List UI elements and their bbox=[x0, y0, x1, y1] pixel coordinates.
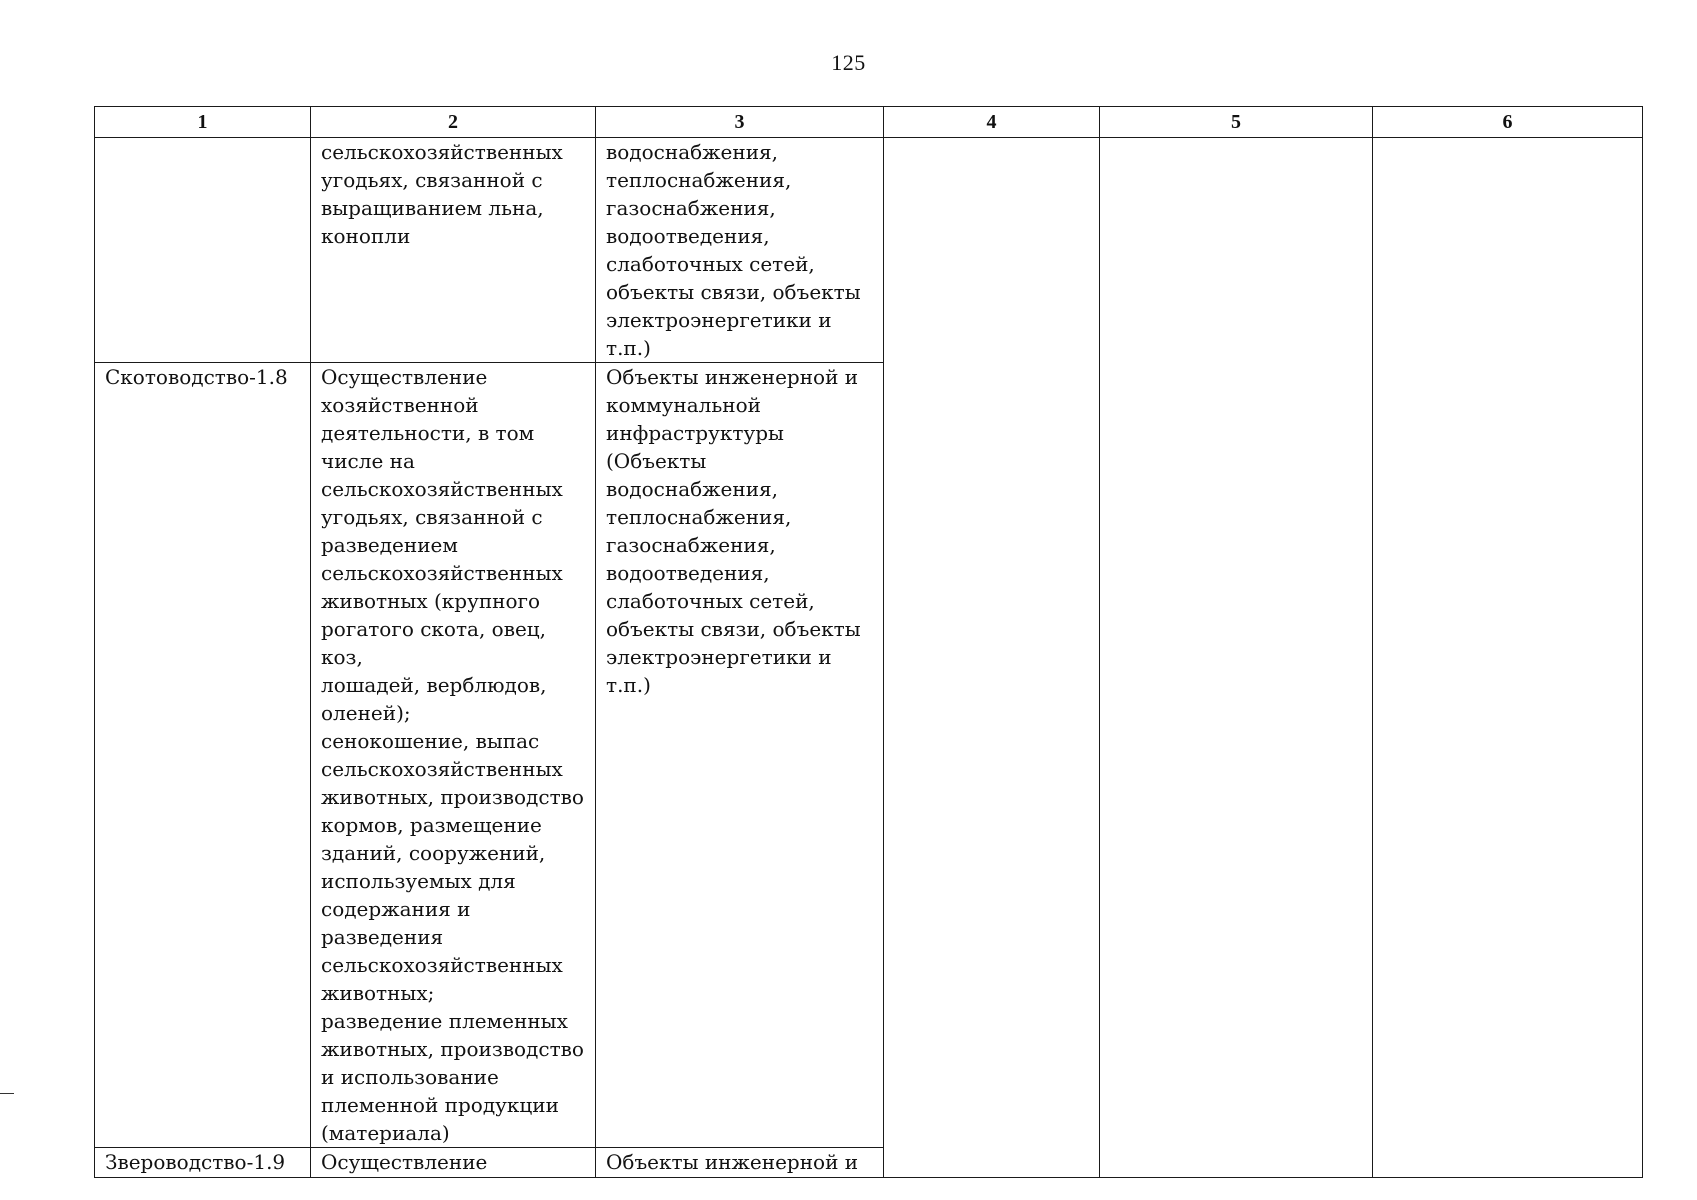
column-5-cell bbox=[1100, 138, 1373, 1178]
column-header-4: 4 bbox=[884, 107, 1100, 138]
row-3-col-2: Осуществление bbox=[311, 1148, 596, 1178]
row-2-col-2: Осуществление хозяйственной деятельности, в том числе на сельскохозяйственных угодьях, связанной с разведением сельскохозяйственных животных (крупного рогатого скота, овец, коз, лошадей, верблюдов, оленей); сенокошение, выпас сельскохозяйственных животных, производство кормов, размещение зданий, сооружений, используемых для содержания и разведения сельскохозяйственных животных; разведение племенных животных, производство и использование племенной продукции (материала) bbox=[311, 363, 596, 1148]
row-1-col-2: сельскохозяйственных угодьях, связанной с выращиванием льна, конопли bbox=[311, 138, 596, 363]
row-1-col-3: водоснабжения, теплоснабжения, газоснабжения, водоотведения, слаботочных сетей, объекты связи, объекты электроэнергетики и т.п.) bbox=[596, 138, 884, 363]
column-header-2: 2 bbox=[311, 107, 596, 138]
table-header-row bbox=[95, 107, 1643, 138]
row-3-col-3: Объекты инженерной и bbox=[596, 1148, 884, 1178]
column-header-6: 6 bbox=[1373, 107, 1643, 138]
land-use-table bbox=[94, 106, 1643, 1178]
margin-mark bbox=[0, 1093, 14, 1094]
column-header-5: 5 bbox=[1100, 107, 1373, 138]
column-4-cell bbox=[884, 138, 1100, 1178]
row-3-col-1: Звероводство-1.9 bbox=[95, 1148, 311, 1178]
row-1-col-1 bbox=[95, 138, 311, 363]
table-row bbox=[95, 138, 1643, 363]
column-6-cell bbox=[1373, 138, 1643, 1178]
page-number: 125 bbox=[831, 50, 866, 75]
row-2-col-1: Скотоводство-1.8 bbox=[95, 363, 311, 1148]
row-2-col-3: Объекты инженерной и коммунальной инфраструктуры (Объекты водоснабжения, теплоснабжения, газоснабжения, водоотведения, слаботочных сетей, объекты связи, объекты электроэнергетики и т.п.) bbox=[596, 363, 884, 1148]
column-header-1: 1 bbox=[95, 107, 311, 138]
column-header-3: 3 bbox=[596, 107, 884, 138]
